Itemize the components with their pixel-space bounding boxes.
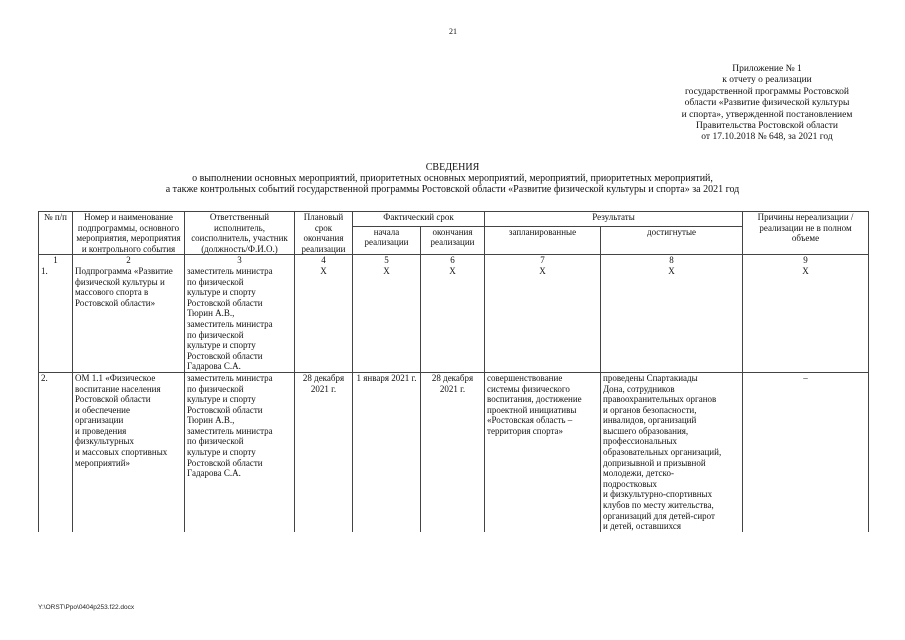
row-actual-start: 1 января 2021 г. bbox=[353, 372, 421, 531]
row-reasons: Х bbox=[743, 266, 869, 372]
appendix-line: государственной программы Ростовской bbox=[685, 86, 849, 97]
header-responsible: Ответственный исполнитель, соисполнитель, участник (должность/Ф.И.О.) bbox=[185, 212, 295, 255]
appendix-line: Правительства Ростовской области bbox=[696, 121, 838, 132]
header-actual-end: окончания реализации bbox=[421, 226, 485, 255]
table-row bbox=[39, 266, 869, 372]
header-name: Номер и наименование подпрограммы, основного мероприятия, мероприятия и контрольного события bbox=[73, 212, 185, 255]
column-number: 7 bbox=[485, 255, 601, 266]
row-name: ОМ 1.1 «Физическое воспитание населения Ростовской области и обеспечение организации и проведения физкультурных и массовых спортивных мероприятий» bbox=[73, 372, 185, 531]
row-results-achieved: проведены Спартакиады Дона, сотрудников правоохранительных органов и органов безопасности, инвалидов, организаций высшего образования, профессиональных образовательных организаций, допризывной и призывной молодежи, детско- подростковых и физкультурно-спортивных клубов по месту жительства, организаций для детей-сирот и детей, оставшихся bbox=[601, 372, 743, 531]
header-num: № п/п bbox=[39, 212, 73, 255]
row-number: 1. bbox=[39, 266, 73, 372]
row-actual-end: Х bbox=[421, 266, 485, 372]
column-numbers-row bbox=[39, 255, 869, 266]
row-responsible: заместитель министра по физической культуре и спорту Ростовской области Тюрин А.В., заместитель министра по физической культуре и спорту Ростовской области Гадарова С.А. bbox=[185, 266, 295, 372]
report-table bbox=[38, 211, 869, 532]
column-number: 3 bbox=[185, 255, 295, 266]
column-number: 2 bbox=[73, 255, 185, 266]
column-number: 8 bbox=[601, 255, 743, 266]
row-reasons: – bbox=[743, 372, 869, 531]
header-actual: Фактический срок bbox=[353, 212, 485, 227]
column-number: 5 bbox=[353, 255, 421, 266]
row-results-achieved: Х bbox=[601, 266, 743, 372]
table-row bbox=[39, 372, 869, 531]
row-actual-start: Х bbox=[353, 266, 421, 372]
column-number: 1 bbox=[39, 255, 73, 266]
column-number: 4 bbox=[295, 255, 353, 266]
row-planned: Х bbox=[295, 266, 353, 372]
appendix-line: и спорта», утвержденной постановлением bbox=[681, 109, 853, 120]
document-title bbox=[60, 162, 845, 195]
footer-file-path: Y:\ORST\Ppo\0404p253.f22.docx bbox=[38, 604, 135, 611]
row-name: Подпрограмма «Развитие физической культуры и массового спорта в Ростовской области» bbox=[73, 266, 185, 372]
appendix-line: области «Развитие физической культуры bbox=[684, 98, 850, 109]
header-reasons: Причины нереализации / реализации не в полном объеме bbox=[743, 212, 869, 255]
row-actual-end: 28 декабря 2021 г. bbox=[421, 372, 485, 531]
column-number: 6 bbox=[421, 255, 485, 266]
row-responsible: заместитель министра по физической культуре и спорту Ростовской области Тюрин А.В., заместитель министра по физической культуре и спорту Ростовской области Гадарова С.А. bbox=[185, 372, 295, 531]
header-results-planned: запланированные bbox=[485, 226, 601, 255]
title-heading: СВЕДЕНИЯ bbox=[425, 162, 480, 173]
appendix-line: к отчету о реализации bbox=[722, 75, 812, 86]
row-planned: 28 декабря 2021 г. bbox=[295, 372, 353, 531]
header-planned: Плановый срок окончания реализации bbox=[295, 212, 353, 255]
header-results: Результаты bbox=[485, 212, 743, 227]
page-number: 21 bbox=[449, 27, 457, 36]
header-actual-start: начала реализации bbox=[353, 226, 421, 255]
appendix-line: от 17.10.2018 № 648, за 2021 год bbox=[701, 132, 833, 143]
row-number: 2. bbox=[39, 372, 73, 531]
row-results-planned: Х bbox=[485, 266, 601, 372]
column-number: 9 bbox=[743, 255, 869, 266]
appendix-note bbox=[662, 64, 872, 144]
row-results-planned: совершенствование системы физического воспитания, достижение проектной инициативы «Ростовская область – территория спорта» bbox=[485, 372, 601, 531]
appendix-line: Приложение № 1 bbox=[732, 64, 802, 74]
title-line-2: а также контрольных событий государственной программы Ростовской области «Развитие физической культуры и спорта» за 2021 год bbox=[165, 184, 740, 195]
header-results-achieved: достигнутые bbox=[601, 226, 743, 255]
title-line-1: о выполнении основных мероприятий, приоритетных основных мероприятий, мероприятий, приоритетных мероприятий, bbox=[192, 173, 713, 184]
